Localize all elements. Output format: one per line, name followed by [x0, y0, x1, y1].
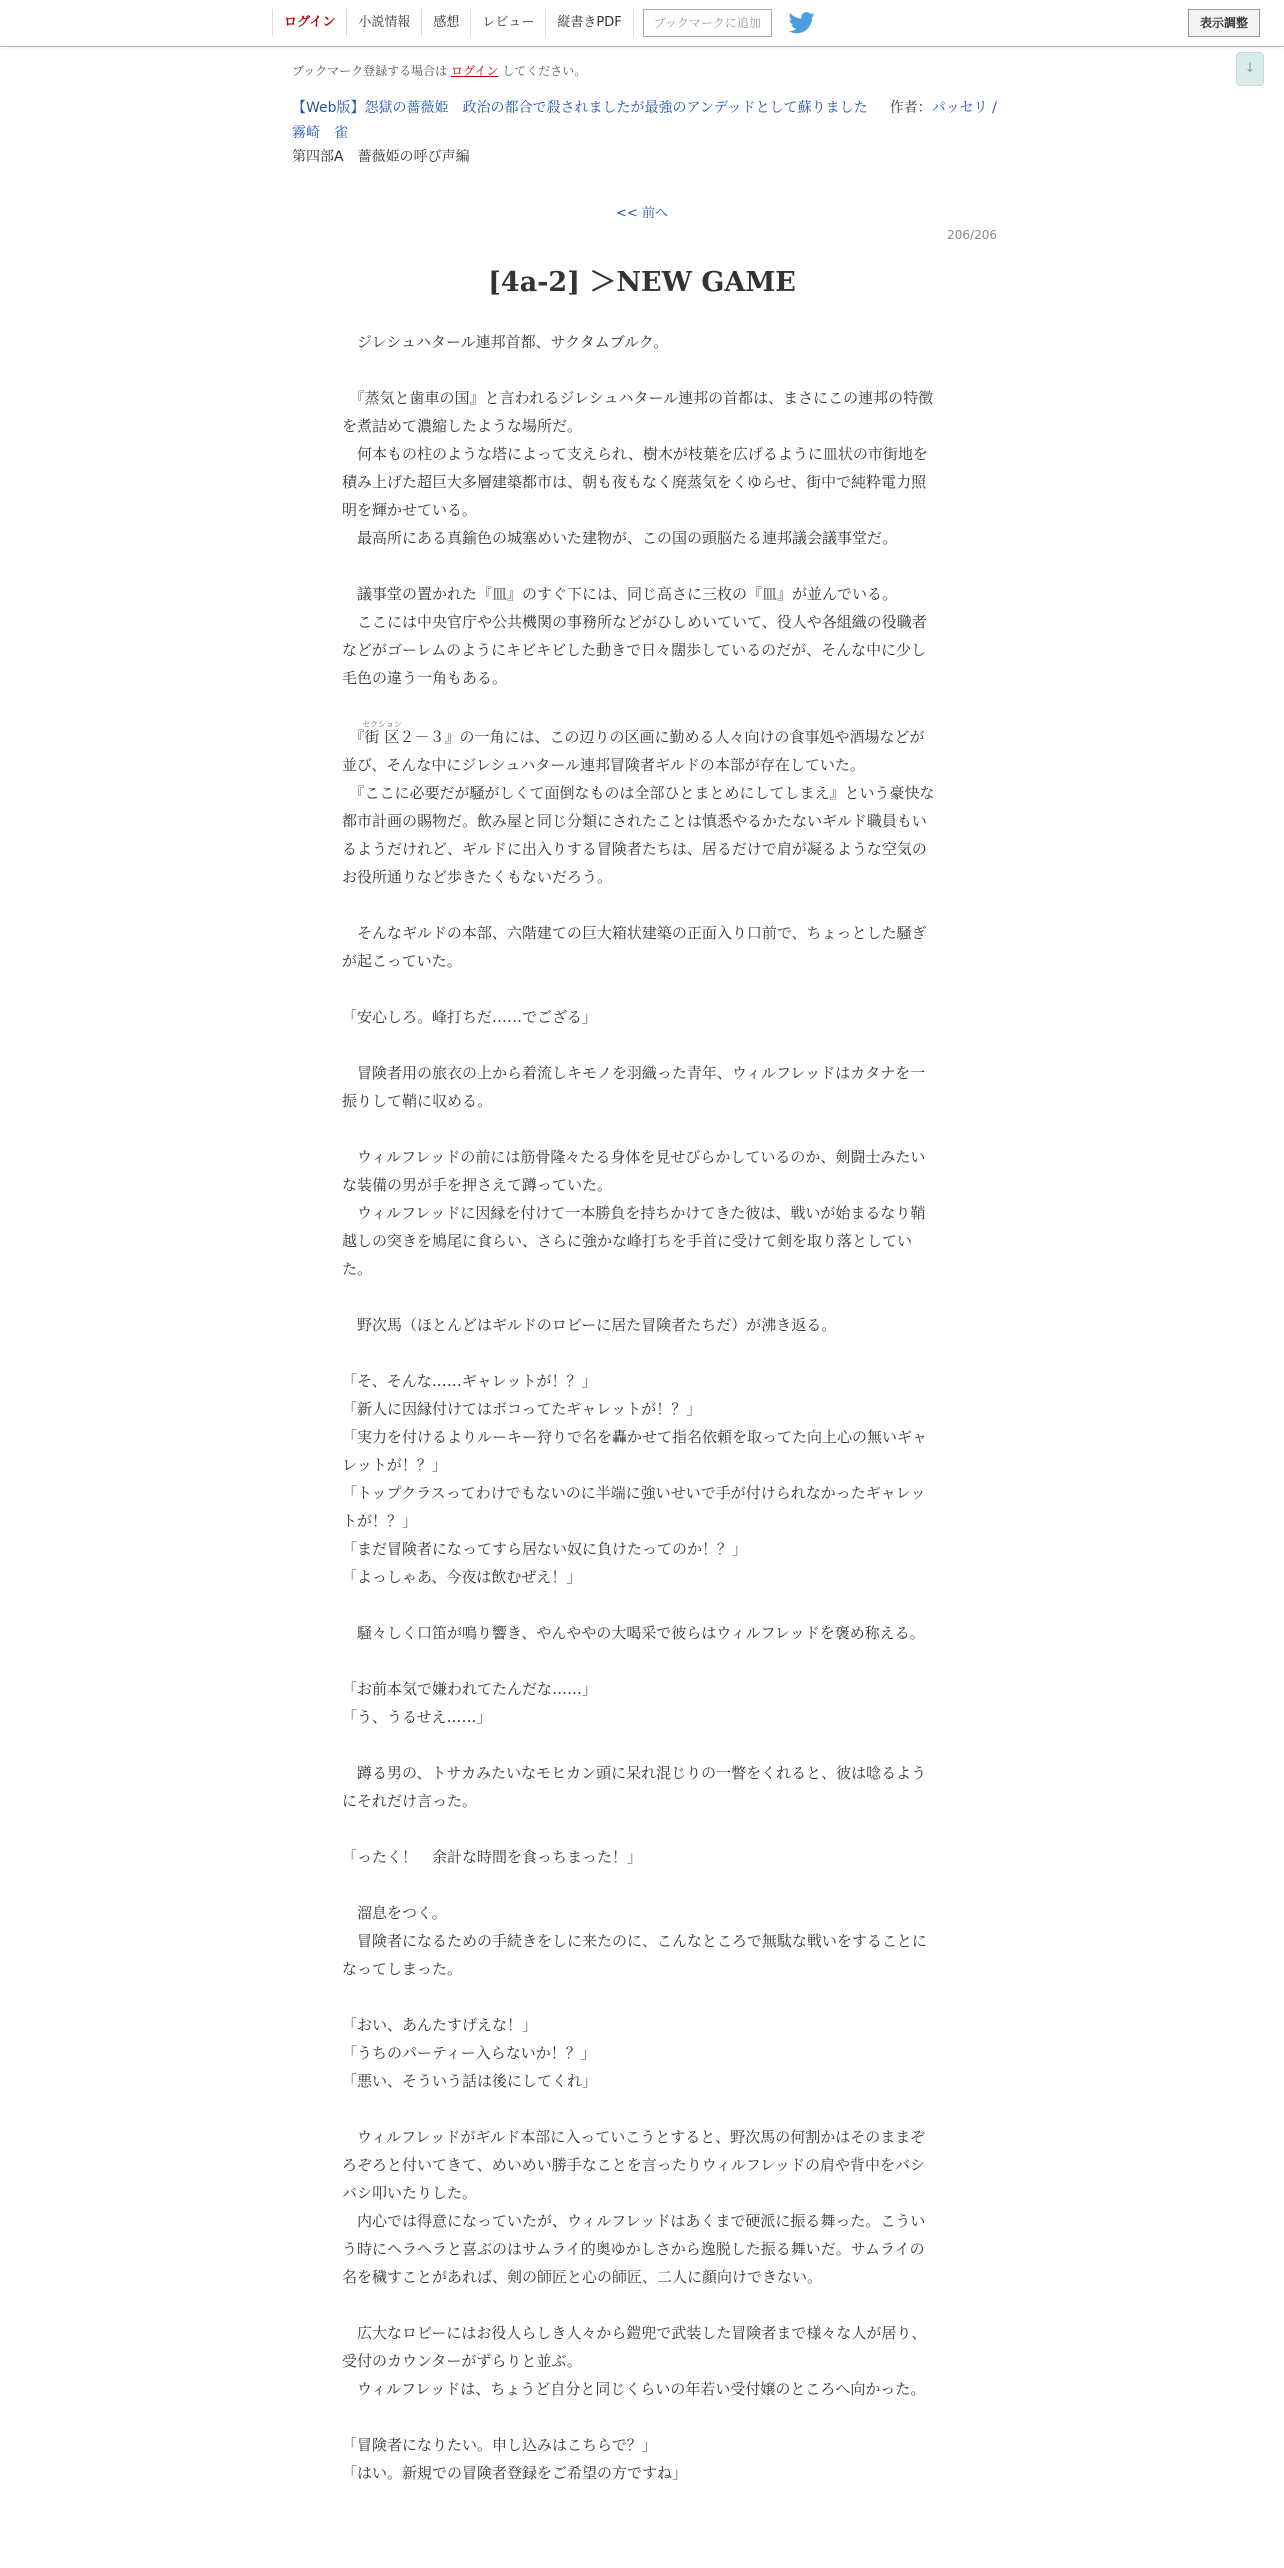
body-line: 「まだ冒険者になってすら居ない奴に負けたってのか！？」: [342, 1540, 748, 1558]
author-link[interactable]: パッセリ / 霧崎 雀: [292, 100, 997, 141]
display-settings-button[interactable]: 表示調整: [1188, 9, 1260, 37]
body-line: [342, 1339, 936, 1367]
body-line: 内心では得意になっていたが、ウィルフレッドはあくまで硬派に振る舞った。こういう時にヘラヘラと喜ぶのはサムライ的奥ゆかしさから逸脱した振る舞いだ。サムライの名を穢すことがあれば、剣の師匠と心の師匠、二人に顔向けできない。: [342, 2212, 926, 2286]
body-line: 『ここに必要だが騒がしくて面倒なものは全部ひとまとめにしてしまえ』という豪快な都市計画の賜物だ。飲み屋と同じ分類にされたことは慎悉やるかたないギルド職員もいるようだけれど、ギルドに出入りする冒険者たちは、居るだけで肩が凝るような空気のお役所通りなど歩きたくもないだろう。: [342, 784, 935, 886]
body-line: ここには中央官庁や公共機関の事務所などがひしめいていて、役人や各組織の役職者などがゴーレムのようにキビキビした動きで日々闊歩しているのだが、そんな中に少し毛色の違う一角もある。: [342, 613, 927, 687]
body-line: 騒々しく口笛が鳴り響き、やんややの大喝采で彼らはウィルフレッドを褒め称える。: [342, 1624, 925, 1642]
body-line: 「うちのパーティー入らないか！？」: [342, 2044, 596, 2062]
body-line: 「安心しろ。峰打ちだ……でござる」: [342, 1008, 598, 1026]
prev-page-link[interactable]: << 前へ: [616, 206, 668, 221]
body-line: [342, 1115, 936, 1143]
body-line: 「新人に因縁付けてはボコってたギャレットが！？」: [342, 1400, 702, 1418]
body-line: 広大なロビーにはお役人らしき人々から鎧兜で武装した冒険者まで様々な人が居り、受付のカウンターがずらりと並ぶ。: [342, 2324, 927, 2370]
body-line: 「実力を付けるよりルーキー狩りで名を轟かせて指名依頼を取ってた向上心の無いギャレットが！？」: [342, 1428, 928, 1474]
body-line: [342, 1591, 936, 1619]
novel-title-line: [292, 96, 1004, 146]
body-line: 溜息をつく。: [342, 1904, 447, 1922]
nav-menu: [272, 9, 816, 37]
login-notice-link[interactable]: ログイン: [451, 64, 499, 78]
body-line: 議事堂の置かれた『皿』のすぐ下には、同じ高さに三枚の『皿』が並んでいる。: [342, 585, 898, 603]
novel-body: [342, 328, 936, 2487]
body-line: [342, 975, 936, 1003]
body-line: [342, 692, 936, 720]
nav-impressions[interactable]: 感想: [422, 9, 471, 37]
body-line: [342, 552, 936, 580]
body-line: 「そ、そんな……ギャレットが！？」: [342, 1372, 597, 1390]
body-line: そんなギルドの本部、六階建ての巨大箱状建築の正面入り口前で、ちょっとした騒ぎが起こっていた。: [342, 924, 927, 970]
body-line: 「ったく！ 余計な時間を食っちまった！」: [342, 1848, 643, 1866]
body-line: 何本もの柱のような塔によって支えられ、樹木が枝葉を広げるように皿状の市街地を積み上げた超巨大多層建築都市は、朝も夜もなく廃蒸気をくゆらせ、街中で純粋電力照明を輝かせている。: [342, 445, 928, 519]
body-line: [342, 356, 936, 384]
body-line: [342, 2095, 936, 2123]
nav-novel-info[interactable]: 小説情報: [347, 9, 422, 37]
nav-review[interactable]: レビュー: [471, 9, 546, 37]
body-line: [342, 1983, 936, 2011]
body-line: 「よっしゃあ、今夜は飲むぜえ！」: [342, 1568, 582, 1586]
body-line-with-ruby: [342, 720, 936, 779]
body-line: [342, 1031, 936, 1059]
body-line: [342, 1871, 936, 1899]
body-line: 「う、うるせえ……」: [342, 1708, 492, 1726]
nav-login[interactable]: ログイン: [273, 9, 347, 37]
chapter-name: 第四部A 薔薇姫の呼び声編: [292, 149, 470, 165]
author-label: 作者：: [889, 100, 932, 116]
body-line: 最高所にある真鍮色の城塞めいた建物が、この国の頭脳たる連邦議会議事堂だ。: [342, 529, 898, 547]
body-line: 「トップクラスってわけでもないのに半端に強いせいで手が付けられなかったギャレットが！？」: [342, 1484, 926, 1530]
bookmark-login-notice: [292, 62, 586, 79]
body-line: [342, 2403, 936, 2431]
body-line: 「おい、あんたすげえな！」: [342, 2016, 538, 2034]
body-line: ジレシュハタール連邦首都、サクタムブルク。: [342, 333, 669, 351]
body-line: 冒険者になるための手続きをしに来たのに、こんなところで無駄な戦いをすることになってしまった。: [342, 1932, 927, 1978]
body-line: [342, 1731, 936, 1759]
login-notice-after: してください。: [502, 64, 587, 78]
body-line: 冒険者用の旅衣の上から着流しキモノを羽織った青年、ウィルフレッドはカタナを一振りして鞘に収める。: [342, 1064, 926, 1110]
body-line: 「冒険者になりたい。申し込みはこちらで？」: [342, 2436, 657, 2454]
ruby-base: 街区: [362, 728, 402, 746]
body-line: [342, 891, 936, 919]
top-nav-bar: [0, 0, 1284, 47]
login-notice-before: ブックマーク登録する場合は: [292, 64, 448, 78]
body-line: 「お前本気で嫌われてたんだな……」: [342, 1680, 598, 1698]
body-line: ウィルフレッドの前には筋骨隆々たる身体を見せびらかしているのか、剣闘士みたいな装備の男が手を押さえて蹲っていた。: [342, 1148, 926, 1194]
ruby-reading: セクション: [362, 720, 402, 729]
body-line: 「悪い、そういう話は後にしてくれ」: [342, 2072, 598, 2090]
episode-counter: 206/206: [947, 228, 997, 242]
novel-title-link[interactable]: 【Web版】怨獄の薔薇姫 政治の都合で殺されましたが最強のアンデッドとして蘇りました: [292, 100, 868, 116]
nav-vertical-pdf[interactable]: 縦書きPDF: [546, 9, 633, 37]
ruby-line-before: 『: [342, 728, 365, 746]
body-line: 野次馬（ほとんどはギルドのロビーに居た冒険者たちだ）が沸き返る。: [342, 1316, 837, 1334]
body-line: ウィルフレッドは、ちょうど自分と同じくらいの年若い受付嬢のところへ向かった。: [342, 2380, 926, 2398]
body-line: [342, 2291, 936, 2319]
episode-title: [4a-2] ＞NEW GAME: [488, 267, 796, 298]
bookmark-add-button[interactable]: ブックマークに追加: [643, 9, 772, 37]
body-line: [342, 1283, 936, 1311]
body-line: 『蒸気と歯車の国』と言われるジレシュハタール連邦の首都は、まさにこの連邦の特徴を煮詰めて濃縮したような場所だ。: [342, 389, 934, 435]
body-line: ウィルフレッドに因縁を付けて一本勝負を持ちかけてきた彼は、戦いが始まるなり鞘越しの突きを鳩尾に食らい、さらに強かな峰打ちを手首に受けて剣を取り落としていた。: [342, 1204, 926, 1278]
ruby-line-after: ２－３』の一角には、この辺りの区画に勤める人々向けの食事処や酒場などが並び、そんな中にジレシュハタール連邦冒険者ギルドの本部が存在していた。: [342, 728, 925, 774]
body-line: [342, 1815, 936, 1843]
body-line: 蹲る男の、トサカみたいなモヒカン頭に呆れ混じりの一瞥をくれると、彼は唸るようにそれだけ言った。: [342, 1764, 927, 1810]
scroll-down-button[interactable]: ↓: [1236, 52, 1264, 86]
prev-nav: [0, 202, 1284, 221]
ruby-section: [362, 720, 402, 746]
body-line: ウィルフレッドがギルド本部に入っていこうとすると、野次馬の何割かはそのままぞろぞろと付いてきて、めいめい勝手なことを言ったりウィルフレッドの肩や背中をバシバシ叩いたりした。: [342, 2128, 926, 2202]
body-line: [342, 1647, 936, 1675]
twitter-share-button[interactable]: [788, 11, 816, 35]
body-line: 「はい。新規での冒険者登録をご希望の方ですね」: [342, 2464, 688, 2482]
twitter-bird-icon: [789, 12, 815, 34]
